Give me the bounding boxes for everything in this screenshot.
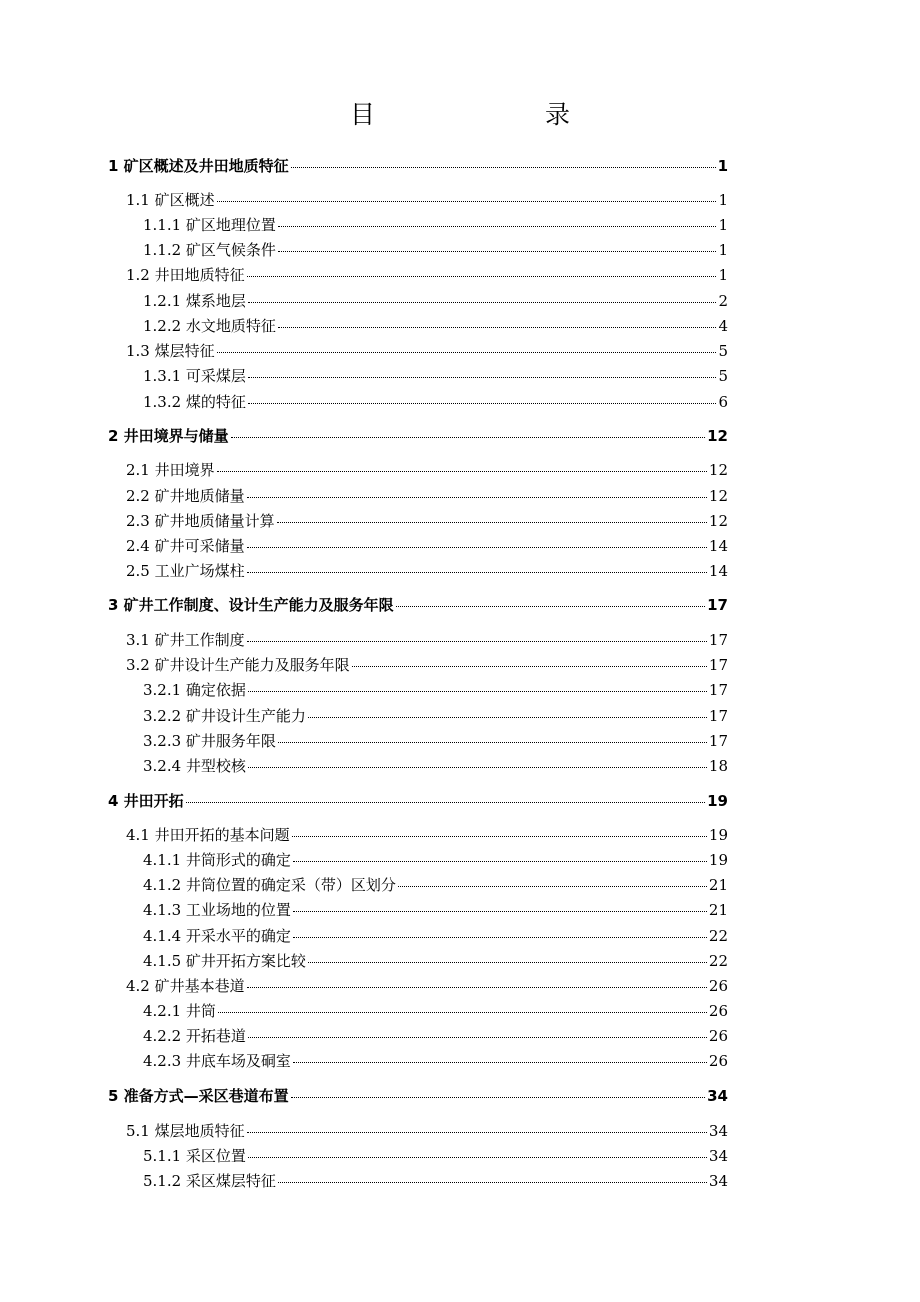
toc-entry-label: 2 井田境界与储量 — [108, 427, 229, 445]
toc-page-number: 1 — [718, 216, 728, 234]
toc-entry[interactable] — [143, 1170, 728, 1192]
toc-entry-label: 1.2.2 水文地质特征 — [143, 317, 276, 335]
toc-entry[interactable] — [143, 705, 728, 727]
toc-entry-label: 3.2.2 矿井设计生产能力 — [143, 707, 306, 725]
toc-entry[interactable] — [108, 425, 728, 447]
toc-entry-label: 4.1.4 开采水平的确定 — [143, 927, 291, 945]
toc-leader-dots — [352, 666, 707, 667]
toc-entry[interactable] — [143, 950, 728, 972]
toc-page-number: 1 — [718, 241, 728, 259]
toc-entry-label: 5 准备方式—采区巷道布置 — [108, 1087, 289, 1105]
toc-leader-dots — [278, 327, 717, 328]
toc-leader-dots — [247, 641, 707, 642]
toc-entry[interactable] — [143, 315, 728, 337]
toc-leader-dots — [217, 471, 707, 472]
toc-entry-label: 3.2.4 井型校核 — [143, 757, 246, 775]
toc-leader-dots — [293, 911, 707, 912]
toc-entry[interactable] — [126, 824, 728, 846]
toc-page-number: 34 — [708, 1172, 728, 1190]
toc-page-number: 22 — [708, 952, 728, 970]
toc-entry-label: 5.1.2 采区煤层特征 — [143, 1172, 276, 1190]
toc-page-number: 1 — [718, 266, 728, 284]
toc-entry[interactable] — [126, 189, 728, 211]
toc-leader-dots — [278, 1182, 707, 1183]
toc-page-number: 1 — [718, 191, 728, 209]
toc-entry[interactable] — [108, 155, 728, 177]
toc-page-number: 1 — [717, 157, 728, 175]
toc-leader-dots — [247, 572, 707, 573]
toc-leader-dots — [248, 377, 717, 378]
toc-entry[interactable] — [126, 654, 728, 676]
toc-leader-dots — [248, 691, 707, 692]
toc-leader-dots — [247, 497, 707, 498]
toc-page-number: 5 — [718, 342, 728, 360]
toc-entry[interactable] — [108, 790, 728, 812]
toc-leader-dots — [291, 1097, 705, 1098]
toc-leader-dots — [231, 437, 705, 438]
toc-entry-label: 1.1 矿区概述 — [126, 191, 215, 209]
page-title: 目 录 — [349, 100, 610, 129]
toc-page-number: 17 — [708, 707, 728, 725]
toc-leader-dots — [278, 226, 717, 227]
toc-entry[interactable] — [126, 264, 728, 286]
toc-entry[interactable] — [126, 535, 728, 557]
toc-entry[interactable] — [108, 1085, 728, 1107]
toc-page-number: 17 — [707, 596, 728, 614]
toc-entry-label: 2.2 矿井地质储量 — [126, 487, 245, 505]
toc-entry-label: 4.1 井田开拓的基本问题 — [126, 826, 290, 844]
toc-leader-dots — [292, 836, 707, 837]
toc-page-number: 14 — [708, 562, 728, 580]
toc-leader-dots — [293, 861, 707, 862]
toc-entry-label: 1.2 井田地质特征 — [126, 266, 245, 284]
toc-entry-label: 3.2.3 矿井服务年限 — [143, 732, 276, 750]
toc-leader-dots — [308, 962, 707, 963]
toc-entry-label: 4.1.5 矿井开拓方案比较 — [143, 952, 306, 970]
toc-entry[interactable] — [126, 1120, 728, 1142]
toc-entry[interactable] — [143, 1050, 728, 1072]
toc-page-number: 17 — [708, 631, 728, 649]
toc-page-number: 19 — [708, 826, 728, 844]
toc-entry[interactable] — [126, 340, 728, 362]
toc-entry[interactable] — [126, 459, 728, 481]
toc-leader-dots — [247, 987, 707, 988]
toc-entry-label: 2.1 井田境界 — [126, 461, 215, 479]
toc-entry-label: 1.1.2 矿区气候条件 — [143, 241, 276, 259]
toc-entry[interactable] — [143, 239, 728, 261]
toc-page-number: 6 — [718, 393, 728, 411]
toc-leader-dots — [217, 352, 717, 353]
toc-entry[interactable] — [126, 510, 728, 532]
toc-page-number: 17 — [708, 681, 728, 699]
toc-entry-label: 3.2.1 确定依据 — [143, 681, 246, 699]
toc-leader-dots — [308, 717, 707, 718]
toc-entry-label: 4.2.3 井底车场及硐室 — [143, 1052, 291, 1070]
toc-leader-dots — [248, 1157, 707, 1158]
toc-page-number: 14 — [708, 537, 728, 555]
toc-entry[interactable] — [143, 849, 728, 871]
toc-entry[interactable] — [143, 925, 728, 947]
toc-entry-label: 1.2.1 煤系地层 — [143, 292, 246, 310]
toc-entry-label: 4.1.1 井筒形式的确定 — [143, 851, 291, 869]
toc-page-number: 17 — [708, 656, 728, 674]
toc-leader-dots — [277, 522, 707, 523]
toc-leader-dots — [248, 302, 717, 303]
toc-page-number: 19 — [708, 851, 728, 869]
toc-page-number: 34 — [708, 1147, 728, 1165]
toc-entry-label: 2.5 工业广场煤柱 — [126, 562, 245, 580]
toc-entry-label: 3.2 矿井设计生产能力及服务年限 — [126, 656, 350, 674]
toc-entry-label: 5.1 煤层地质特征 — [126, 1122, 245, 1140]
toc-leader-dots — [186, 802, 705, 803]
toc-entry[interactable] — [143, 214, 728, 236]
toc-entry-label: 3 矿井工作制度、设计生产能力及服务年限 — [108, 596, 394, 614]
toc-entry[interactable] — [143, 730, 728, 752]
toc-page-number: 19 — [707, 792, 728, 810]
toc-page-number: 21 — [708, 876, 728, 894]
toc-leader-dots — [291, 167, 716, 168]
toc-entry[interactable] — [143, 679, 728, 701]
toc-entry[interactable] — [108, 594, 728, 616]
toc-entry[interactable] — [126, 485, 728, 507]
toc-leader-dots — [247, 1132, 707, 1133]
toc-page-number: 17 — [708, 732, 728, 750]
toc-leader-dots — [248, 403, 717, 404]
toc-entry-label: 5.1.1 采区位置 — [143, 1147, 246, 1165]
toc-entry-label: 1.3.1 可采煤层 — [143, 367, 246, 385]
toc-entry[interactable] — [126, 560, 728, 582]
toc-entry[interactable] — [143, 290, 728, 312]
toc-page-number: 12 — [707, 427, 728, 445]
toc-entry[interactable] — [143, 365, 728, 387]
toc-entry-label: 1.3.2 煤的特征 — [143, 393, 246, 411]
toc-page-number: 12 — [708, 512, 728, 530]
toc-leader-dots — [217, 201, 717, 202]
toc-entry[interactable] — [143, 391, 728, 413]
toc-entry-label: 4.2.1 井筒 — [143, 1002, 216, 1020]
toc-leader-dots — [248, 1037, 707, 1038]
toc-leader-dots — [278, 251, 717, 252]
toc-page-number: 18 — [708, 757, 728, 775]
toc-entry-label: 4 井田开拓 — [108, 792, 184, 810]
toc-entry-label: 4.1.2 井筒位置的确定采（带）区划分 — [143, 876, 396, 894]
toc-page-number: 26 — [708, 1002, 728, 1020]
toc-leader-dots — [293, 937, 707, 938]
toc-entry-label: 1.3 煤层特征 — [126, 342, 215, 360]
toc-entry-label: 3.1 矿井工作制度 — [126, 631, 245, 649]
toc-leader-dots — [247, 547, 707, 548]
toc-leader-dots — [396, 606, 705, 607]
toc-page-number: 34 — [708, 1122, 728, 1140]
toc-page-number: 26 — [708, 1052, 728, 1070]
toc-entry[interactable] — [143, 899, 728, 921]
toc-entry-label: 1 矿区概述及井田地质特征 — [108, 157, 289, 175]
toc-entry-label: 4.2.2 开拓巷道 — [143, 1027, 246, 1045]
toc-entry-label: 2.3 矿井地质储量计算 — [126, 512, 275, 530]
toc-leader-dots — [218, 1012, 707, 1013]
toc-entry-label: 4.2 矿井基本巷道 — [126, 977, 245, 995]
toc-page-number: 34 — [707, 1087, 728, 1105]
toc-leader-dots — [247, 276, 717, 277]
toc-entry-label: 4.1.3 工业场地的位置 — [143, 901, 291, 919]
toc-entry[interactable] — [143, 1000, 728, 1022]
toc-leader-dots — [398, 886, 707, 887]
toc-entry-label: 1.1.1 矿区地理位置 — [143, 216, 276, 234]
toc-page-number: 4 — [718, 317, 728, 335]
toc-entry-label: 2.4 矿井可采储量 — [126, 537, 245, 555]
toc-entry[interactable] — [126, 975, 728, 997]
toc-page-number: 12 — [708, 461, 728, 479]
toc-entry[interactable] — [143, 1025, 728, 1047]
toc-page-number: 12 — [708, 487, 728, 505]
toc-leader-dots — [278, 742, 707, 743]
toc-page-number: 22 — [708, 927, 728, 945]
toc-page-number: 26 — [708, 1027, 728, 1045]
toc-leader-dots — [293, 1062, 707, 1063]
toc-entry[interactable] — [126, 629, 728, 651]
toc-entry[interactable] — [143, 1145, 728, 1167]
toc-page-number: 5 — [718, 367, 728, 385]
toc-entry[interactable] — [143, 874, 728, 896]
toc-page-number: 26 — [708, 977, 728, 995]
toc-page-number: 2 — [718, 292, 728, 310]
toc-leader-dots — [248, 767, 707, 768]
toc-page-number: 21 — [708, 901, 728, 919]
toc-entry[interactable] — [143, 755, 728, 777]
